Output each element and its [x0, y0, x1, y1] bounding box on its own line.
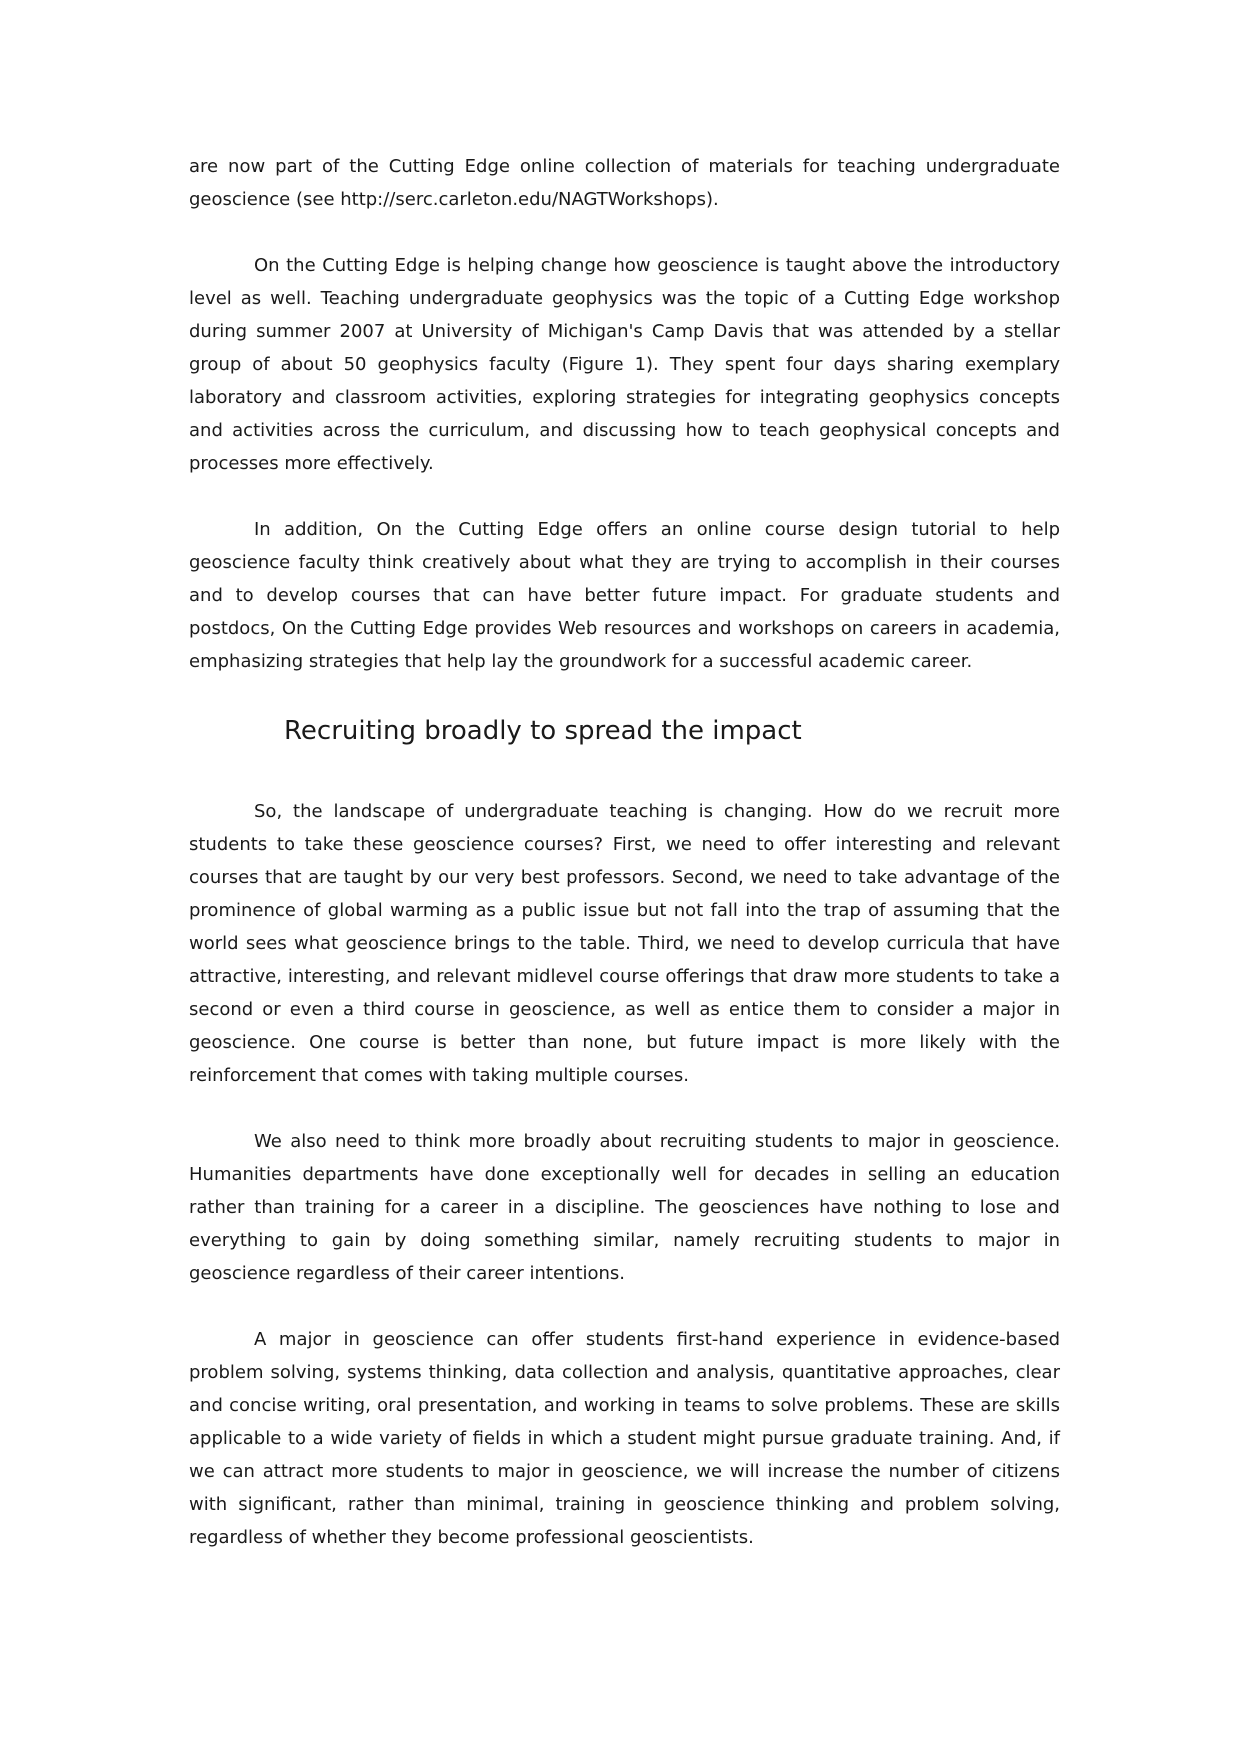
paragraph-major-in-geoscience: A major in geoscience can offer students first-hand experience in evidence-based problem solving, systems thinking, data collection and analysis, quantitative approaches, clear and concise writing, oral presentation, and working in teams to solve problems. These are skills applicable to a wide variety of fields in which a student might pursue graduate training. And, if we can attract more students to major in geoscience, we will increase the number of citizens with significant, rather than minimal, training in geoscience thinking and problem solving, regardless of whether they become professional geoscientists. — [189, 1329, 1060, 1548]
paragraph-continuation: are now part of the Cutting Edge online collection of materials for teaching undergraduate geoscience (see http://serc.carleton.edu/NAGTWorkshops). — [189, 156, 1060, 210]
paragraph-geophysics-workshop: On the Cutting Edge is helping change how geoscience is taught above the introductory level as well. Teaching undergraduate geophysics was the topic of a Cutting Edge workshop during summer 2007 at University of Michigan's Camp Davis that was attended by a stellar group of about 50 geophysics faculty (Figure 1). They spent four days sharing exemplary laboratory and classroom activities, exploring strategies for integrating geophysics concepts and activities across the curriculum, and discussing how to teach geophysical concepts and processes more effectively. — [189, 255, 1060, 474]
paragraph-landscape-changing: So, the landscape of undergraduate teaching is changing. How do we recruit more students to take these geoscience courses? First, we need to offer interesting and relevant courses that are taught by our very best professors. Second, we need to take advantage of the prominence of global warming as a public issue but not fall into the trap of assuming that the world sees what geoscience brings to the table. Third, we need to develop curricula that have attractive, interesting, and relevant midlevel course offerings that draw more students to take a second or even a third course in geoscience, as well as entice them to consider a major in geoscience. One course is better than none, but future impact is more likely with the reinforcement that comes with taking multiple courses. — [189, 801, 1060, 1086]
document-body — [189, 150, 1060, 1587]
paragraph-course-design-tutorial: In addition, On the Cutting Edge offers an online course design tutorial to help geoscience faculty think creatively about what they are trying to accomplish in their courses and to develop courses that can have better future impact. For graduate students and postdocs, On the Cutting Edge provides Web resources and workshops on careers in academia, emphasizing strategies that help lay the groundwork for a successful academic career. — [189, 519, 1060, 672]
paragraph-recruiting-broadly: We also need to think more broadly about recruiting students to major in geoscience. Humanities departments have done exceptionally well for decades in selling an education rather than training for a career in a discipline. The geosciences have nothing to lose and everything to gain by doing something similar, namely recruiting students to major in geoscience regardless of their career intentions. — [189, 1131, 1060, 1284]
section-heading: Recruiting broadly to spread the impact — [284, 716, 802, 746]
